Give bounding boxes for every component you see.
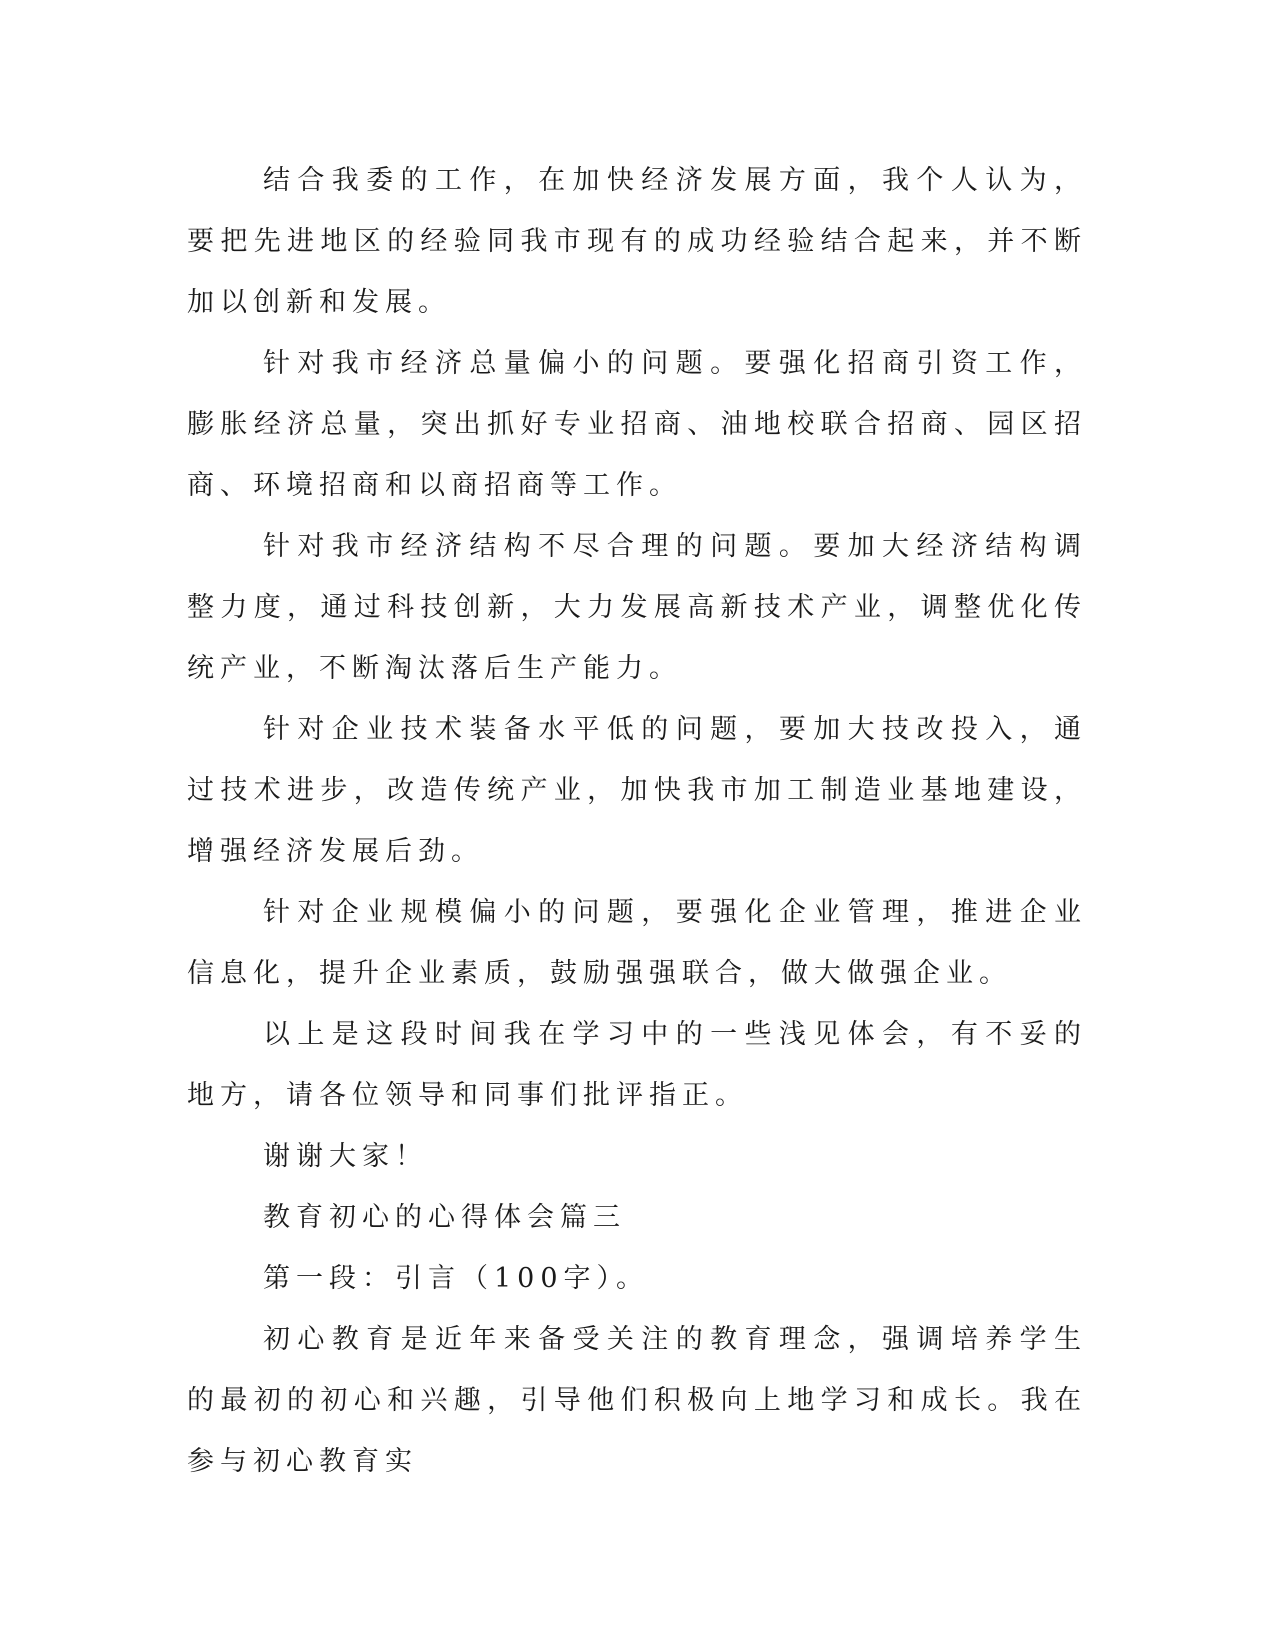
subsection-heading: 第一段：引言（100字）。 bbox=[263, 1263, 650, 1294]
paragraph-3: 针对我市经济结构不尽合理的问题。要加大经济结构调整力度，通过科技创新，大力发展高新技术产业，调整优化传统产业，不断淘汰落后生产能力。 bbox=[187, 531, 1087, 684]
paragraph-4: 针对企业技术装备水平低的问题，要加大技改投入，通过技术进步，改造传统产业，加快我市加工制造业基地建设，增强经济发展后劲。 bbox=[187, 714, 1087, 867]
closing-thanks: 谢谢大家！ bbox=[263, 1141, 428, 1172]
paragraph-7: 初心教育是近年来备受关注的教育理念，强调培养学生的最初的初心和兴趣，引导他们积极向上地学习和成长。我在参与初心教育实 bbox=[187, 1324, 1087, 1477]
paragraph-2: 针对我市经济总量偏小的问题。要强化招商引资工作，膨胀经济总量，突出抓好专业招商、油地校联合招商、园区招商、环境招商和以商招商等工作。 bbox=[187, 348, 1087, 501]
section-heading: 教育初心的心得体会篇三 bbox=[263, 1202, 626, 1233]
paragraph-6: 以上是这段时间我在学习中的一些浅见体会，有不妥的地方，请各位领导和同事们批评指正。 bbox=[187, 1019, 1087, 1111]
paragraph-1: 结合我委的工作，在加快经济发展方面，我个人认为，要把先进地区的经验同我市现有的成功经验结合起来，并不断加以创新和发展。 bbox=[187, 165, 1087, 318]
document-body bbox=[187, 150, 1087, 1492]
paragraph-5: 针对企业规模偏小的问题，要强化企业管理，推进企业信息化，提升企业素质，鼓励强强联合，做大做强企业。 bbox=[187, 897, 1087, 989]
